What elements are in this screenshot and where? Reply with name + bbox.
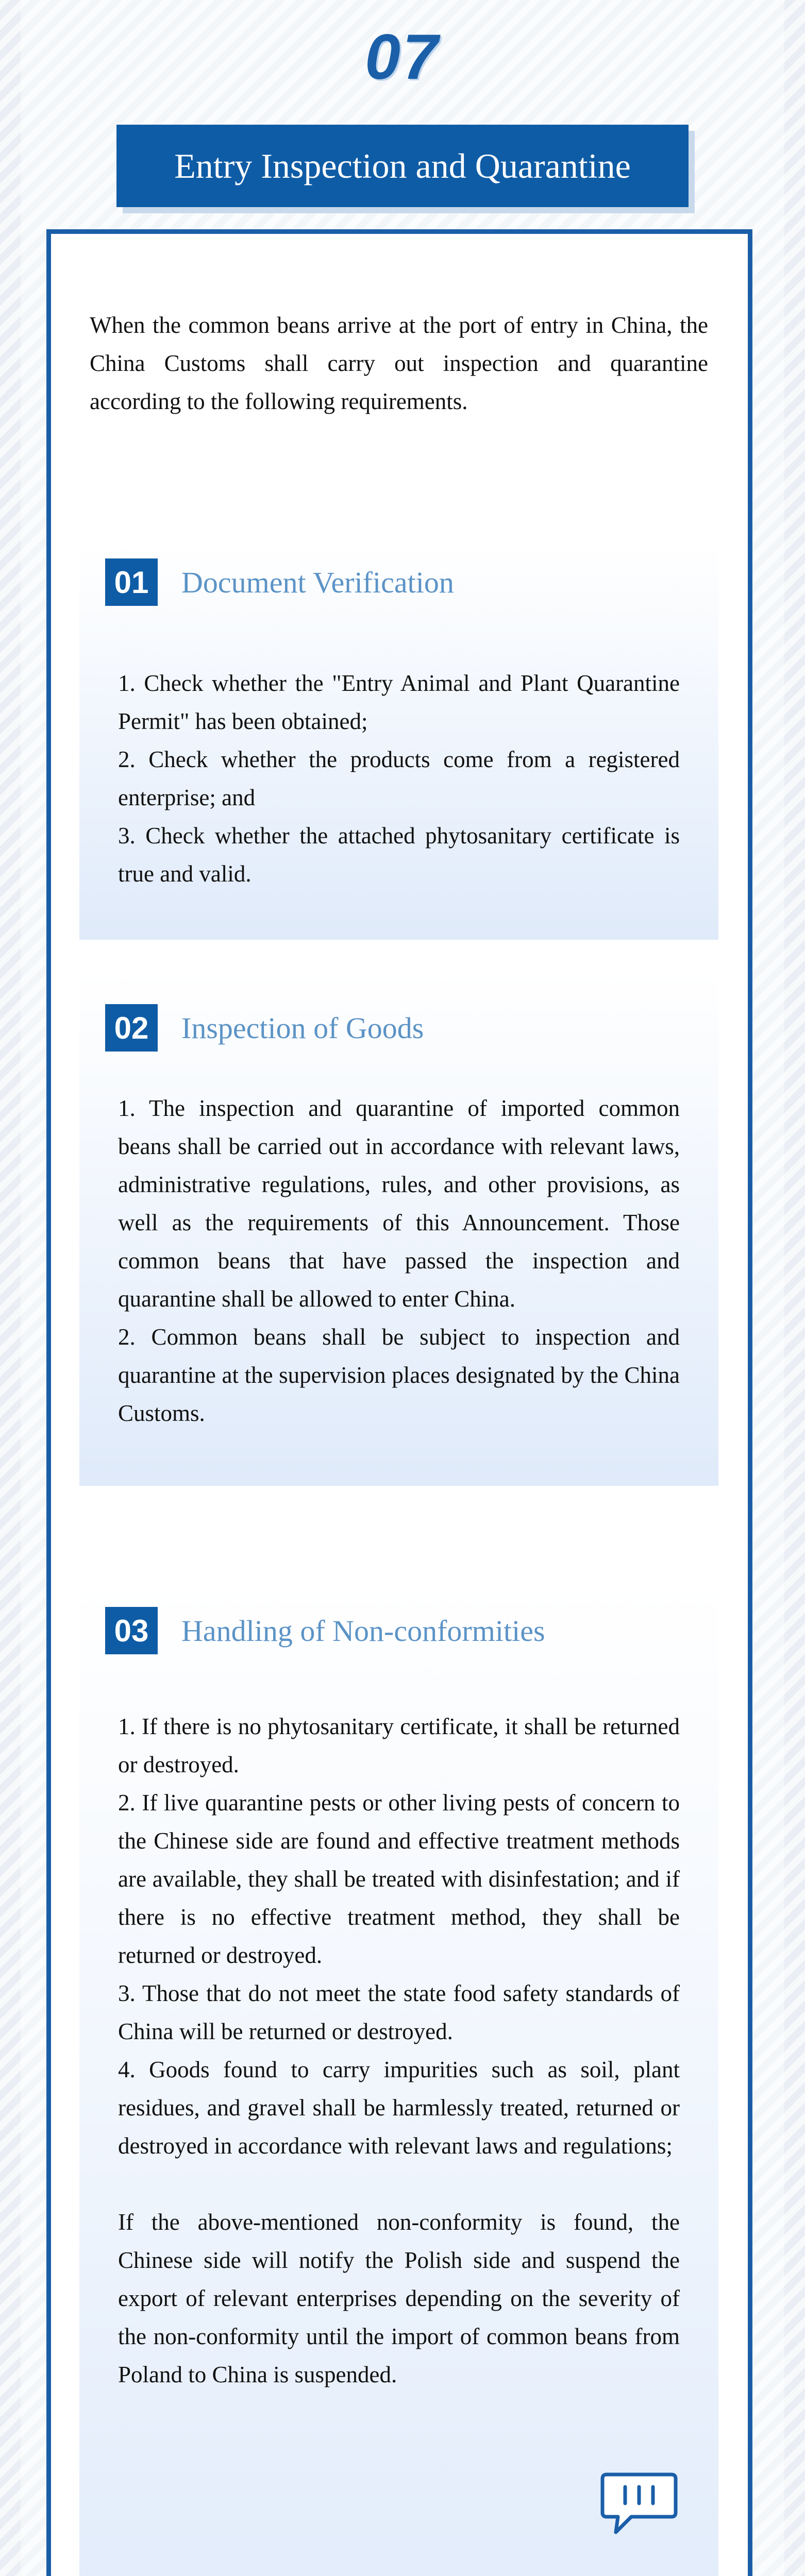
- section-title: Document Verification: [181, 565, 454, 599]
- section-body: [118, 1089, 680, 1432]
- section-number: 07: [365, 22, 440, 93]
- section-document-verification: [79, 543, 718, 940]
- closing-paragraph: If the above-mentioned non-conformity is found, the Chinese side will notify the Polish side and suspend the export of relevant enterprises depending on the severity of the non-conformity until the import of common beans from Poland to China is suspended.: [118, 2209, 680, 2387]
- section-badge: 03: [105, 1607, 158, 1654]
- section-inspection-of-goods: [79, 971, 718, 1486]
- section-badge: 01: [105, 558, 158, 606]
- list-item: 1. Check whether the "Entry Animal and Plant Quarantine Permit" has been obtained;: [118, 670, 680, 734]
- list-item: 2. Check whether the products come from a registered enterprise; and: [118, 747, 680, 810]
- list-item: 1. If there is no phytosanitary certificate, it shall be returned or destroyed.: [118, 1714, 680, 1777]
- section-body: [118, 664, 680, 893]
- section-body: [118, 1707, 680, 2394]
- section-header: [105, 558, 454, 606]
- list-item: 4. Goods found to carry impurities such as soil, plant residues, and gravel shall be harmlessly treated, returned or destroyed in accordance with relevant laws and regulations;: [118, 2057, 680, 2159]
- section-title: Inspection of Goods: [181, 1011, 424, 1045]
- page-title: Entry Inspection and Quarantine: [174, 146, 631, 185]
- section-header: [105, 1607, 545, 1654]
- section-badge: 02: [105, 1004, 158, 1052]
- content-frame: [46, 229, 752, 2576]
- list-item: 3. Check whether the attached phytosanitary certificate is true and valid.: [118, 823, 680, 887]
- list-item: 2. If live quarantine pests or other living pests of concern to the Chinese side are found and effective treatment methods are available, they shall be treated with disinfestation; and if there is no effective treatment method, they shall be returned or destroyed.: [118, 1790, 680, 1968]
- list-item: 3. Those that do not meet the state food safety standards of China will be returned or destroyed.: [118, 1980, 680, 2044]
- section-title: Handling of Non-conformities: [181, 1614, 545, 1648]
- section-header: [105, 1004, 424, 1052]
- intro-paragraph: When the common beans arrive at the port of entry in China, the China Customs shall carry out inspection and quarantine according to the following requirements.: [90, 312, 708, 414]
- chat-bubble-icon: [600, 2470, 678, 2537]
- title-banner: [116, 125, 689, 207]
- list-item: 1. The inspection and quarantine of imported common beans shall be carried out in accordance with relevant laws, administrative regulations, rules, and other provisions, as well as the requirements of this Announcement. Those common beans that have passed the inspection and quarantine shall be allowed to enter China.: [118, 1095, 680, 1312]
- section-handling-non-conformities: [79, 1579, 718, 2576]
- list-item: 2. Common beans shall be subject to inspection and quarantine at the supervision places designated by the China Customs.: [118, 1324, 680, 1426]
